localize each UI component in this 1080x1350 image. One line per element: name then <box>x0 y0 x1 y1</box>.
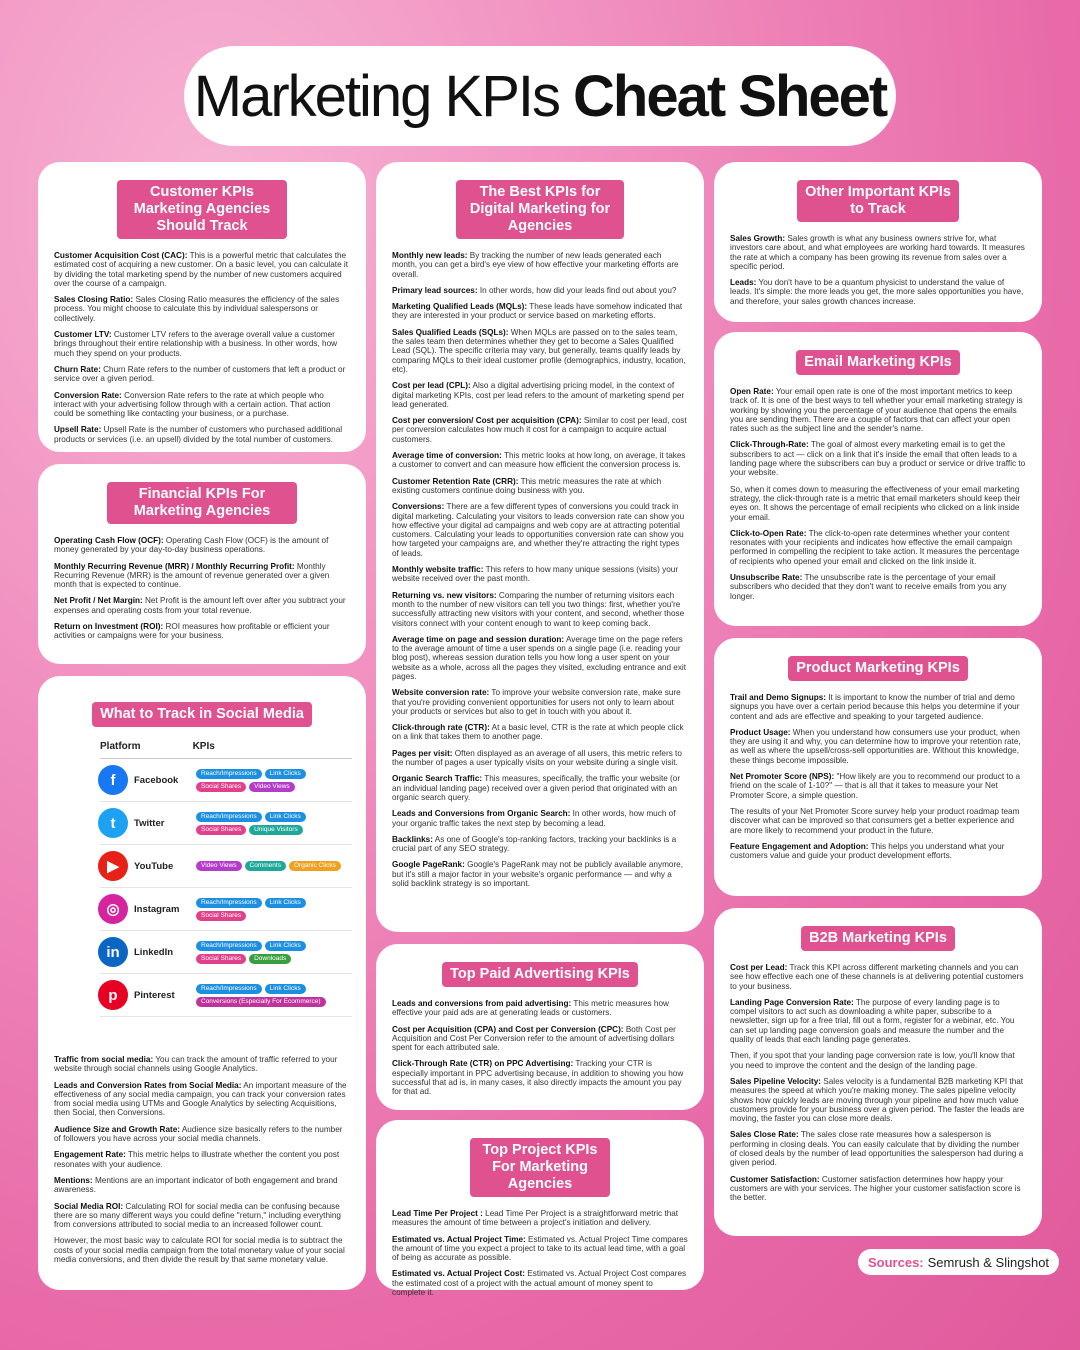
kpi-description: Lead Time Per Project is a straightforward metric that measures the amount of time between a project's initiation and delivery. <box>392 1209 679 1228</box>
kpi-item <box>54 1150 350 1169</box>
kpi-tag: Reach/Impressions <box>196 769 262 779</box>
kpi-item <box>54 596 350 615</box>
kpi-term: Cost per conversion/ Cost per acquisition (CPA): <box>392 416 582 426</box>
kpi-description: In other words, how much of your organic traffic takes the next step by becoming a lead. <box>392 809 676 828</box>
kpi-item <box>392 381 688 409</box>
kpi-description: Then, if you spot that your landing page conversion rate is low, you'll know that you need to improve the content and the design of the landing page. <box>730 1051 1015 1070</box>
kpi-term: Sales Closing Ratio: <box>54 295 134 305</box>
kpi-item <box>730 693 1026 721</box>
kpi-tag: Reach/Impressions <box>196 898 262 908</box>
card-heading: The Best KPIs for Digital Marketing for Agencies <box>456 180 624 239</box>
kpi-item <box>54 251 350 288</box>
kpi-tag: Social Shares <box>196 825 246 835</box>
kpi-description: The purpose of every landing page is to compel visitors to act such as downloading a white paper, subscribe to a newsletter, sign up for a free trial, fill out a form, register for a webinar, etc. You can set up landing page conversion goals and measure the number and the quality of leads that each landing page generates. <box>730 997 1015 1045</box>
kpi-term: Unsubscribe Rate: <box>730 573 803 583</box>
kpi-tag: Organic Clicks <box>289 861 341 871</box>
kpi-term: Average time of conversion: <box>392 451 502 461</box>
kpi-term: Click-through rate (CTR): <box>392 723 490 733</box>
platform-row <box>100 888 352 931</box>
kpi-description: When MQLs are passed on to the sales team, the sales team then determines whether they get to become a Sales Qualified Lead (SQL). The specific criteria may vary, but generally, teams qualify leads by comparing MQLs to their ideal customer profile (demographics, industry, location, etc). <box>392 327 686 374</box>
kpi-term: Monthly Recurring Revenue (MRR) / Monthly Recurring Profit: <box>54 561 295 571</box>
kpi-item <box>392 749 688 768</box>
kpi-description: However, the most basic way to calculate ROI for social media is to subtract the costs of your social media campaign from the total monetary value of your social media conversions, and then divide the result by that same monetary value. <box>54 1236 345 1265</box>
kpi-item <box>730 1130 1026 1167</box>
kpi-tag: Video Views <box>249 782 295 792</box>
kpi-term: Customer LTV: <box>54 330 112 340</box>
kpi-item <box>730 807 1026 835</box>
kpi-term: Engagement Rate: <box>54 1150 126 1160</box>
kpi-item <box>392 774 688 802</box>
kpi-description: Comparing the number of returning visitors each month to the number of new visitors can tell you two things: first, whether you're successfully attracting new visitors with your content, and second, whether those visitors connect with your content enough to want to keep coming back. <box>392 590 685 628</box>
title-bold: Cheat Sheet <box>573 63 887 129</box>
kpi-item <box>730 728 1026 765</box>
card-heading: Top Paid Advertising KPIs <box>442 962 638 987</box>
kpi-term: Conversion Rate: <box>54 390 122 400</box>
sources-badge <box>858 1249 1059 1275</box>
kpi-tag: Comments <box>245 861 286 871</box>
card-heading: B2B Marketing KPIs <box>801 926 955 951</box>
title-light: Marketing KPIs <box>193 63 560 129</box>
kpi-tags <box>196 898 346 921</box>
kpi-tag: Link Clicks <box>265 812 306 822</box>
kpi-item <box>392 860 688 888</box>
kpi-item <box>392 1059 688 1096</box>
kpi-item <box>730 529 1026 566</box>
kpi-description: This metric measures how effective your paid ads are at generating leads or customers. <box>392 999 669 1018</box>
kpi-description: The sales close rate measures how a salesperson is performing in closing deals. You can easily calculate that by dividing the number of closed deals by the number of lead opportunities the salesperson had during a given period. <box>730 1130 1024 1168</box>
kpi-tag: Social Shares <box>196 954 246 964</box>
kpi-description: Track this KPI across different marketing channels and you can see how effective each one of these channels is at delivering potential customers to your business. <box>730 963 1024 991</box>
kpi-term: Leads and conversions from paid advertising: <box>392 999 572 1008</box>
kpi-item <box>392 635 688 681</box>
kpi-tags <box>196 984 346 1007</box>
kpi-term: Click-Through-Rate: <box>730 440 809 450</box>
kpi-description: Your email open rate is one of the most important metrics to keep track of. It is one of the best ways to tell whether your email marketing strategy is working by showing you the percentage of your audience that opens the emails you are sending them. There are a couple of factors that can affect your open rates such as the subject line and the sender's name. <box>730 387 1023 434</box>
kpi-term: Traffic from social media: <box>54 1055 154 1064</box>
kpi-item <box>730 485 1026 522</box>
kpi-term: Click-Through Rate (CTR) on PPC Advertising: <box>392 1059 574 1069</box>
platform-name: Pinterest <box>134 989 175 1001</box>
kpi-tag: Link Clicks <box>265 984 306 994</box>
kpi-item <box>392 251 688 279</box>
kpi-term: Sales Qualified Leads (SQLs): <box>392 327 509 337</box>
kpi-item <box>392 565 688 584</box>
facebook-icon: f <box>98 765 128 795</box>
kpi-description: By tracking the number of new leads generated each month, you can get a bird's eye view of how effective your marketing efforts are overall. <box>392 251 679 279</box>
card-email-kpis <box>714 332 1042 626</box>
kpi-term: Cost per Acquisition (CPA) and Cost per Conversion (CPC): <box>392 1024 624 1034</box>
kpi-description: Google's PageRank may not be publicly available anymore, but it's still a major factor in your website's organic performance — and why a solid backlink strategy is so important. <box>392 860 683 889</box>
card-heading: Financial KPIs For Marketing Agencies <box>107 482 297 524</box>
card-heading: Top Project KPIs For Marketing Agencies <box>470 1138 610 1197</box>
kpi-item <box>392 416 688 444</box>
card-digital-kpis <box>376 162 704 932</box>
kpi-list <box>730 234 1026 306</box>
kpi-description: Both Cost per Acquisition and Cost Per Conversion refer to the amount of advertising dollars spent for each attributed sale. <box>392 1024 676 1053</box>
kpi-tag: Social Shares <box>196 911 246 921</box>
kpi-term: Leads and Conversion Rates from Social Media: <box>54 1080 242 1090</box>
kpi-item <box>392 688 688 716</box>
card-other-kpis <box>714 162 1042 322</box>
kpi-term: Monthly website traffic: <box>392 565 484 575</box>
kpi-item <box>730 278 1026 306</box>
kpi-description: Net Profit is the amount left over after you subtract your expenses and operating costs from your total revenue. <box>54 596 346 615</box>
kpi-item <box>54 330 350 358</box>
kpis-column-header: KPIs <box>192 741 215 752</box>
kpi-term: Leads: <box>730 278 757 288</box>
kpi-term: Website conversion rate: <box>392 688 490 698</box>
kpi-tag: Conversions (Especially For Ecommerce) <box>196 997 326 1007</box>
kpi-list <box>392 1209 688 1297</box>
card-paid-advertising-kpis <box>376 944 704 1110</box>
card-heading: Other Important KPIs to Track <box>797 180 959 222</box>
kpi-description: "How likely are you to recommend our product to a friend on the scale of 1-10?" — that is all that it takes to measure your Net Promoter Score, a simple question. <box>730 772 1021 800</box>
kpi-term: Leads and Conversions from Organic Search: <box>392 809 571 819</box>
kpi-description: Sales growth is what any business owners strive for, what investors care about, and what employees are working hard towards. It measures the rate at which a company has been growing its revenue from sales over a specific period. <box>730 234 1025 271</box>
kpi-description: This metric helps to illustrate whether the content you post resonates with your audience. <box>54 1150 340 1169</box>
platform-row <box>100 845 352 888</box>
kpi-description: Customer satisfaction determines how happy your customers are with your services. The higher your customer satisfaction score is the better. <box>730 1174 1021 1203</box>
card-heading: Customer KPIs Marketing Agencies Should Track <box>117 180 287 239</box>
kpi-item <box>392 302 688 321</box>
platform-column-header: Platform <box>100 741 141 752</box>
kpi-item <box>54 622 350 641</box>
kpi-term: Pages per visit: <box>392 748 453 758</box>
kpi-description: Often displayed as an average of all users, this metric refers to the number of pages a user typically visits on your website during a single visit. <box>392 748 682 768</box>
kpi-item <box>730 963 1026 991</box>
card-project-kpis <box>376 1120 704 1298</box>
kpi-item <box>730 1051 1026 1070</box>
kpi-item <box>392 835 688 854</box>
page-title <box>184 46 896 146</box>
kpi-item <box>54 391 350 419</box>
kpi-term: Estimated vs. Actual Project Time: <box>392 1234 526 1244</box>
kpi-description: When you understand how consumers use your product, when they are using it and why, you can determine how to improve your retention rate, as well as where the upsell/cross-sell opportunities are. Without this knowledge, these things become impossible. <box>730 727 1021 765</box>
kpi-description: The goal of almost every marketing email is to get the subscribers to act — click on a link that it's inside the email that often leads to a landing page where the subscribers can buy a product or service or drive traffic to your website. <box>730 440 1026 478</box>
kpi-tag: Link Clicks <box>265 941 306 951</box>
kpi-description: Similar to cost per lead, cost per conversion calculates how much it cost for a campaign to acquire actual customers. <box>392 416 687 444</box>
kpi-description: This helps you understand what your customers value and guide your product development efforts. <box>730 841 1005 861</box>
kpi-item <box>392 1025 688 1053</box>
kpi-description: Estimated vs. Actual Project Time compares the amount of time you expect a project to take to its actual lead time, with a goal of being as accurate as possible. <box>392 1234 688 1263</box>
kpi-tags <box>196 812 346 835</box>
kpi-item <box>392 1235 688 1263</box>
kpi-description: You don't have to be a quantum physicist to understand the value of leads. It's simple: the more leads you get, the more sales opportunities you have, and therefore, your sales growth chances increase. <box>730 278 1024 306</box>
card-financial-kpis <box>38 464 366 664</box>
kpi-list <box>730 387 1026 601</box>
platform-table-header <box>100 741 352 759</box>
kpi-item <box>54 425 350 444</box>
kpi-term: Upsell Rate: <box>54 425 102 435</box>
kpi-description: It is important to know the number of trial and demo signups you have over a certain period because this helps you determine if your content and ads are effective and speaking to your targeted audience. <box>730 693 1020 721</box>
kpi-item <box>54 536 350 555</box>
card-social-media <box>38 676 366 1290</box>
kpi-description: This measures, specifically, the traffic your website (or an individual landing page) received over a given period that originated with an organic search query. <box>392 774 681 802</box>
kpi-description: This metric measures the rate at which existing customers continue doing business with you. <box>392 476 662 495</box>
kpi-item <box>392 451 688 470</box>
kpi-list <box>730 963 1026 1203</box>
kpi-description: Customer LTV refers to the average overall value a customer brings throughout their entire relationship with a business. In other words, how much they spend on your products. <box>54 330 338 358</box>
kpi-item <box>730 234 1026 271</box>
kpi-term: Customer Acquisition Cost (CAC): <box>54 251 188 260</box>
kpi-term: Google PageRank: <box>392 860 465 870</box>
kpi-description: ROI measures how profitable or efficient your activities or campaigns were for your business. <box>54 622 330 641</box>
instagram-icon: ◎ <box>98 894 128 924</box>
kpi-term: Marketing Qualified Leads (MQLs): <box>392 302 528 312</box>
kpi-description: An important measure of the effectiveness of any social media campaign, you can track your conversion rates from social media using UTMs and Google Analytics by selecting Acquisitions, then Social, then Conversions. <box>54 1080 347 1118</box>
kpi-description: Sales Closing Ratio measures the efficiency of the sales process. You might choose to calculate this by individual salespersons or collectively. <box>54 295 340 323</box>
kpi-term: Backlinks: <box>392 834 433 844</box>
kpi-item <box>392 502 688 558</box>
card-heading: Email Marketing KPIs <box>796 350 959 375</box>
kpi-tag: Downloads <box>249 954 291 964</box>
kpi-item <box>730 998 1026 1044</box>
kpi-item <box>730 772 1026 800</box>
kpi-list <box>54 536 350 641</box>
kpi-item <box>54 562 350 590</box>
kpi-term: Sales Growth: <box>730 234 786 243</box>
kpi-tag: Reach/Impressions <box>196 941 262 951</box>
kpi-item <box>392 591 688 628</box>
kpi-item <box>54 1055 350 1074</box>
kpi-term: Product Usage: <box>730 727 791 737</box>
kpi-item <box>392 723 688 742</box>
kpi-item <box>730 387 1026 433</box>
kpi-term: Cost per Lead: <box>730 963 788 972</box>
kpi-term: Net Promoter Score (NPS): <box>730 772 835 782</box>
youtube-icon: ▶ <box>98 851 128 881</box>
sources-text: Semrush & Slingshot <box>927 1254 1050 1270</box>
platform-name: Instagram <box>134 903 180 915</box>
platform-name: LinkedIn <box>134 946 174 958</box>
kpi-term: Click-to-Open Rate: <box>730 528 807 538</box>
kpi-tag: Video Views <box>196 861 242 871</box>
kpi-item <box>54 295 350 323</box>
kpi-term: Lead Time Per Project : <box>392 1209 483 1218</box>
kpi-item <box>730 573 1026 601</box>
kpi-term: Average time on page and session duration: <box>392 634 565 644</box>
kpi-term: Primary lead sources: <box>392 285 478 295</box>
kpi-list <box>54 1055 350 1264</box>
kpi-item <box>392 999 688 1018</box>
kpi-item <box>392 477 688 496</box>
kpi-term: Sales Close Rate: <box>730 1130 799 1140</box>
kpi-term: Returning vs. new visitors: <box>392 590 497 600</box>
card-customer-kpis <box>38 162 366 452</box>
kpi-description: There are a few different types of conversions you could track in digital marketing. Calculating your visitors to leads conversion rate can show you how effective your digital ad campaigns and web copy are at attracting potential customers. Calculating your leads to opportunities conversion rate can show you how targeted your campaigns are, and whether they're attracting the right types of leads. <box>392 502 685 558</box>
kpi-item <box>392 1209 688 1228</box>
kpi-description: You can track the amount of traffic referred to your website through social channels using Google Analytics. <box>54 1055 338 1074</box>
kpi-description: Churn Rate refers to the number of customers that left a product or service over a given period. <box>54 364 346 384</box>
kpi-description: At a basic level, CTR is the rate at which people click on a link that takes them to another page. <box>392 723 684 742</box>
kpi-term: Open Rate: <box>730 387 774 396</box>
kpi-item <box>392 809 688 828</box>
kpi-item <box>392 286 688 295</box>
platform-table <box>54 759 350 1017</box>
platform-row <box>100 802 352 845</box>
kpi-description: This metric looks at how long, on average, it takes a customer to convert and can measure how efficient the conversion process is. <box>392 451 686 470</box>
kpi-item <box>730 1077 1026 1123</box>
kpi-term: Mentions: <box>54 1175 93 1185</box>
kpi-item <box>392 1269 688 1297</box>
kpi-list <box>392 251 688 888</box>
linkedin-icon: in <box>98 937 128 967</box>
kpi-description: These leads have somehow indicated that they are interested in your product or service based on marketing efforts. <box>392 302 683 321</box>
kpi-tag: Link Clicks <box>265 769 306 779</box>
kpi-term: Return on Investment (ROI): <box>54 622 164 632</box>
platform-name: Facebook <box>134 774 179 786</box>
kpi-description: Sales velocity is a fundamental B2B marketing KPI that measures the speed at which you're making money. The sales pipeline velocity shows how quickly leads are moving through your pipeline and how much value customers provide for your business over a given period. The faster the leads are moving, the faster you can close more deals. <box>730 1076 1025 1124</box>
kpi-item <box>54 1176 350 1195</box>
twitter-icon: t <box>98 808 128 838</box>
platform-name: YouTube <box>134 860 174 872</box>
kpi-description: The click-to-open rate determines whether your content resonates with your recipients and indicates how effective the email campaign performed in compelling the recipient to take action. It measures the percentage of recipients who opened your email and clicked on the link inside it. <box>730 528 1020 566</box>
kpi-term: Feature Engagement and Adoption: <box>730 841 869 851</box>
kpi-tags <box>196 769 346 792</box>
kpi-tag: Link Clicks <box>265 898 306 908</box>
kpi-description: Conversion Rate refers to the rate at which people who interact with your advertising follow through with a certain action. That action could be something like contacting your business, or a purchase. <box>54 390 331 419</box>
kpi-term: Organic Search Traffic: <box>392 774 483 784</box>
card-heading: What to Track in Social Media <box>92 702 312 727</box>
platform-row <box>100 974 352 1017</box>
platform-name: Twitter <box>134 817 165 829</box>
kpi-item <box>54 1236 350 1264</box>
kpi-term: Trail and Demo Signups: <box>730 693 826 702</box>
kpi-item <box>54 1202 350 1230</box>
kpi-description: In other words, how did your leads find out about you? <box>477 285 677 295</box>
kpi-description: Estimated vs. Actual Project Cost compares the estimated cost of a project with the actual amount of money spent to complete it. <box>392 1269 687 1298</box>
kpi-term: Customer Satisfaction: <box>730 1174 820 1184</box>
kpi-description: Average time on the page refers to the average amount of time a user spends on a single page (i.e. reading your blog post), whereas session duration tells you how long a user spent on your website as a whole, across all the pages they visited, excluding entrance and exit pages. <box>392 634 687 681</box>
kpi-term: Customer Retention Rate (CRR): <box>392 476 519 486</box>
kpi-description: To improve your website conversion rate, make sure that you're providing convenient opportunities for users not only to learn about your products or services but also to get in touch with you about it. <box>392 688 681 716</box>
kpi-term: Audience Size and Growth Rate: <box>54 1124 181 1134</box>
kpi-tag: Social Shares <box>196 782 246 792</box>
card-product-kpis <box>714 638 1042 896</box>
kpi-description: This refers to how many unique sessions (visits) your website received over the past month. <box>392 565 679 584</box>
kpi-tags <box>196 861 346 871</box>
platform-row <box>100 759 352 802</box>
kpi-tag: Reach/Impressions <box>196 984 262 994</box>
kpi-tag: Reach/Impressions <box>196 812 262 822</box>
kpi-description: Audience size basically refers to the number of followers you have across your social media channels. <box>54 1124 343 1144</box>
kpi-description: The results of your Net Promoter Score survey help your product roadmap team discover what can be improved so that consumers get a better experience and are more likely to recommend your product in the future. <box>730 806 1020 835</box>
kpi-term: Churn Rate: <box>54 364 101 374</box>
kpi-list <box>54 251 350 444</box>
kpi-description: As one of Google's top-ranking factors, tracking your backlinks is a crucial part of any SEO strategy. <box>392 834 677 854</box>
kpi-item <box>730 440 1026 477</box>
kpi-description: Monthly Recurring Revenue (MRR) is the amount of revenue generated over a given month that is expected to continue. <box>54 561 330 590</box>
card-heading: Product Marketing KPIs <box>788 656 968 681</box>
kpi-item <box>730 842 1026 861</box>
kpi-description: Calculating ROI for social media can be confusing because there are so many different ways you could define "return," including everything from conversions attributed to social media to an increased follower count. <box>54 1201 341 1230</box>
kpi-term: Estimated vs. Actual Project Cost: <box>392 1269 526 1279</box>
kpi-term: Net Profit / Net Margin: <box>54 596 143 606</box>
platform-row <box>100 931 352 974</box>
kpi-item <box>54 365 350 384</box>
kpi-description: So, when it comes down to measuring the effectiveness of your email marketing strategy, the click-through rate is a metric that email marketers should keep their eyes on. It shows the percentage of email recipients who clicked on a link inside your email. <box>730 484 1021 522</box>
sources-label: Sources: <box>868 1254 924 1270</box>
kpi-item <box>54 1125 350 1144</box>
kpi-term: Social Media ROI: <box>54 1201 124 1211</box>
kpi-term: Operating Cash Flow (OCF): <box>54 536 164 545</box>
card-b2b-kpis <box>714 908 1042 1236</box>
kpi-term: Sales Pipeline Velocity: <box>730 1076 822 1086</box>
kpi-term: Monthly new leads: <box>392 251 468 260</box>
pinterest-icon: p <box>98 980 128 1010</box>
kpi-term: Landing Page Conversion Rate: <box>730 997 854 1007</box>
kpi-item <box>54 1081 350 1118</box>
kpi-description: This is a powerful metric that calculates the estimated cost of acquiring a new customer. On a basic level, you can calculate it by dividing the total marketing spend by the number of new customers acquired over the course of a campaign. <box>54 251 348 288</box>
kpi-description: Tracking your CTR is especially important in PPC advertising because, in addition to showing you how successful that ad is, in many cases, it also directly impacts the amount you pay for that ad. <box>392 1059 684 1097</box>
kpi-item <box>392 328 688 374</box>
kpi-description: Upsell Rate is the number of customers who purchased additional products or services (i.e. an upsell) divided by the total number of customers. <box>54 425 343 444</box>
kpi-description: Also a digital advertising pricing model, in the context of digital marketing KPIs, cost per lead refers to the amount of marketing spend per lead generated. <box>392 381 685 409</box>
kpi-description: Operating Cash Flow (OCF) is the amount of money generated by your day-to-day business operations. <box>54 536 329 555</box>
kpi-term: Cost per lead (CPL): <box>392 381 471 391</box>
kpi-list <box>730 693 1026 860</box>
kpi-item <box>730 1175 1026 1203</box>
kpi-term: Conversions: <box>392 502 445 512</box>
kpi-tag: Unique Visitors <box>249 825 303 835</box>
kpi-list <box>392 999 688 1097</box>
kpi-description: The unsubscribe rate is the percentage of your email subscribers who decided that they don't want to receive emails from you any longer. <box>730 573 1007 601</box>
kpi-description: Mentions are an important indicator of both engagement and brand awareness. <box>54 1175 338 1195</box>
kpi-tags <box>196 941 346 964</box>
